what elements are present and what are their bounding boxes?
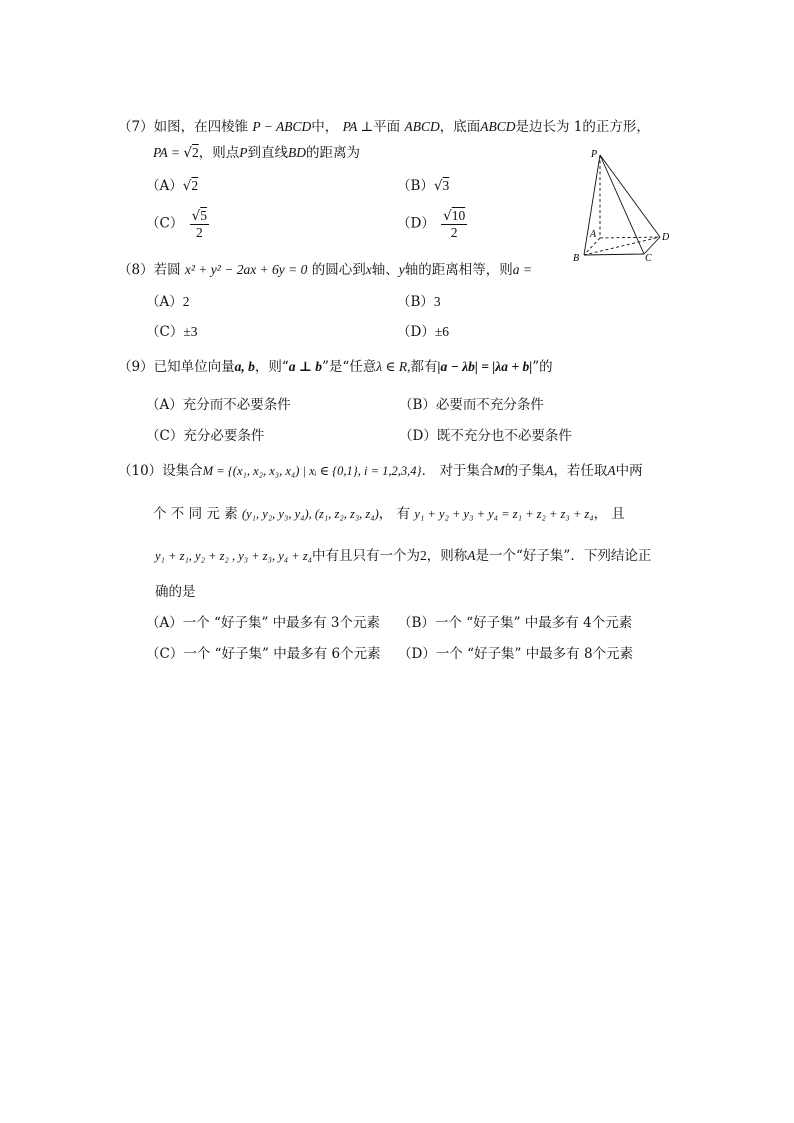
q7-text: ，则点 [198, 145, 240, 161]
q7-text: 平面 [373, 119, 401, 135]
q9-text: ，则“ [254, 359, 289, 375]
q7-text: 是边长为 1的正方形， [515, 119, 650, 135]
option-label: （A） [146, 178, 183, 194]
q9-option-d [399, 427, 572, 445]
q7-math: PA ⊥ [342, 119, 374, 134]
q10-text: ， 有 [378, 506, 411, 522]
edge-cd [644, 237, 660, 254]
q8-math: x [365, 262, 372, 277]
q8-option-d [397, 323, 449, 341]
q10-text: 中有且只有一个为 [312, 548, 421, 564]
label-d: D [662, 232, 670, 243]
sqrt-symbol: √ [433, 178, 443, 194]
q7-math: BD [287, 145, 306, 160]
edge-pb [584, 155, 600, 255]
q10-math: A [467, 548, 476, 563]
q8-text: 的圆心到 [311, 262, 366, 278]
q7-option-d [397, 208, 469, 240]
q7-line1 [118, 118, 650, 136]
q8-text: 轴的距离相等，则 [404, 262, 513, 278]
q10-number: （10） [118, 463, 163, 479]
q10-text: ， 且 [593, 506, 625, 522]
q9-math: a, b [234, 359, 255, 374]
option-label: （C） [146, 324, 184, 340]
q9-text: ”的 [532, 359, 553, 375]
option-value: 2 [182, 294, 190, 309]
q9-text: ”是“任意 [321, 359, 377, 375]
option-label: （D） [399, 428, 437, 444]
q7-text: 如图，在四棱锥 [153, 119, 249, 135]
q8-option-c [146, 323, 198, 341]
q10-option-b [398, 614, 632, 632]
edge-pc [600, 155, 644, 254]
option-label: （A） [146, 615, 183, 631]
option-label: （D） [398, 646, 436, 662]
option-value: 3 [442, 178, 450, 193]
label-p: P [591, 149, 598, 160]
q10-option-a [146, 614, 380, 632]
q9-line1 [118, 358, 553, 376]
q7-line2 [153, 144, 360, 162]
label-c: C [645, 253, 652, 264]
q10-text: ，则称 [426, 548, 468, 564]
q9-math: λ ∈ R, [376, 359, 411, 374]
q8-math: a = [512, 262, 532, 277]
q8-line1 [118, 261, 532, 279]
q10-option-c [146, 645, 381, 663]
pyramid-figure [568, 145, 680, 267]
option-value: 一个 “好子集” 中最多有 3个元素 [182, 615, 381, 631]
q8-math: y [398, 262, 405, 277]
q8-option-a [146, 293, 190, 311]
q7-math: PA = [153, 145, 184, 160]
q10-line3 [155, 547, 651, 565]
option-value: 一个 “好子集” 中最多有 4个元素 [434, 615, 633, 631]
option-label: （C） [146, 646, 184, 662]
q10-line1 [118, 462, 643, 480]
option-value: ±6 [434, 324, 449, 339]
q10-math: A [545, 463, 554, 478]
option-label: （C） [146, 215, 184, 232]
q7-math: P [239, 145, 248, 160]
option-label: （A） [146, 294, 183, 310]
q7-text: 中， [311, 119, 339, 135]
option-value: 必要而不充分条件 [435, 397, 544, 413]
q10-line4 [155, 583, 196, 601]
q9-option-b [399, 396, 544, 414]
q9-math: a ⊥ b [288, 359, 322, 374]
q7-option-a [146, 177, 198, 195]
q7-text: 到直线 [247, 145, 288, 161]
q7-math: P − ABCD [252, 119, 312, 134]
option-value: 充分必要条件 [183, 428, 265, 444]
q8-number: （8） [118, 262, 154, 278]
q8-option-b [397, 293, 441, 311]
sqrt-symbol: √ [183, 145, 192, 161]
q10-text: ． 对于集合 [421, 463, 494, 479]
label-b: B [573, 253, 580, 264]
q9-math: |a − λb| = |λa + b| [437, 359, 533, 374]
q7-math: 2 [191, 145, 199, 160]
q10-sum-equation: y₁ + y₂ + y₃ + y₄ = z₁ + z₂ + z₃ + z₄ [414, 507, 594, 521]
option-value: ±3 [183, 324, 198, 339]
q10-sums: y₁ + z₁, y₂ + z₂ , y₃ + z₃, y₄ + z₄ [155, 549, 313, 563]
q7-text: ，底面 [439, 119, 481, 135]
q10-text: 个 不 同 元 素 [153, 506, 238, 522]
option-label: （A） [146, 397, 183, 413]
q10-text: ，若任取 [553, 463, 608, 479]
q10-option-d [398, 645, 633, 663]
option-label: （B） [397, 178, 434, 194]
q7-option-c [146, 208, 211, 240]
q9-number: （9） [118, 359, 154, 375]
option-value: 3 [433, 294, 441, 309]
fraction: $\frac{√10}{2}$ [443, 208, 466, 240]
q8-text: 轴、 [371, 262, 399, 278]
label-a: A [590, 229, 597, 240]
q8-equation: x² + y² − 2ax + 6y = 0 [184, 262, 308, 277]
q10-math: 2 [420, 548, 427, 563]
q7-text: 的距离为 [305, 145, 360, 161]
option-label: （C） [146, 428, 184, 444]
edge-ad [600, 237, 660, 238]
fraction-numerator: 5 [200, 208, 207, 223]
fraction-numerator: 10 [451, 208, 466, 223]
q10-text: 确的是 [155, 584, 196, 600]
q9-option-a [146, 396, 291, 414]
option-label: （B） [399, 397, 436, 413]
q8-text: 若圆 [153, 262, 181, 278]
option-value: 充分而不必要条件 [182, 397, 291, 413]
q10-text: 是一个“好子集”．下列结论正 [475, 548, 652, 564]
q10-text: 的子集 [504, 463, 546, 479]
edge-pd [600, 155, 660, 237]
q10-text: 设集合 [162, 463, 203, 479]
q10-elements: (y₁, y₂, y₃, y₄), (z₁, z₂, z₃, z₄) [241, 507, 379, 521]
q7-option-b [397, 177, 449, 195]
q10-set-definition: M = {(x₁, x₂, x₃, x₄) | xᵢ ∈ {0,1}, i = 1,2,3,4} [202, 464, 422, 478]
option-label: （B） [397, 294, 434, 310]
q10-math: M [493, 463, 505, 478]
q10-math: A [607, 463, 616, 478]
option-value: 2 [191, 178, 199, 193]
q10-line2 [153, 505, 625, 523]
q10-text: 中两 [615, 463, 643, 479]
option-value: 一个 “好子集” 中最多有 6个元素 [183, 646, 381, 662]
q9-text: 都有 [410, 359, 438, 375]
fraction: $\frac{√5}{2}$ [191, 208, 207, 240]
q9-text: 已知单位向量 [153, 359, 235, 375]
fraction-denominator: 2 [195, 225, 203, 240]
option-value: 既不充分也不必要条件 [436, 428, 572, 444]
option-label: （D） [397, 215, 435, 232]
edge-bc [584, 254, 644, 255]
q7-number: （7） [118, 119, 154, 135]
q9-option-c [146, 427, 264, 445]
q7-math: ABCD [404, 119, 440, 134]
fraction-denominator: 2 [450, 225, 458, 240]
q7-math: ABCD [480, 119, 516, 134]
option-label: （D） [397, 324, 435, 340]
option-label: （B） [398, 615, 435, 631]
sqrt-symbol: √ [182, 178, 192, 194]
option-value: 一个 “好子集” 中最多有 8个元素 [435, 646, 634, 662]
